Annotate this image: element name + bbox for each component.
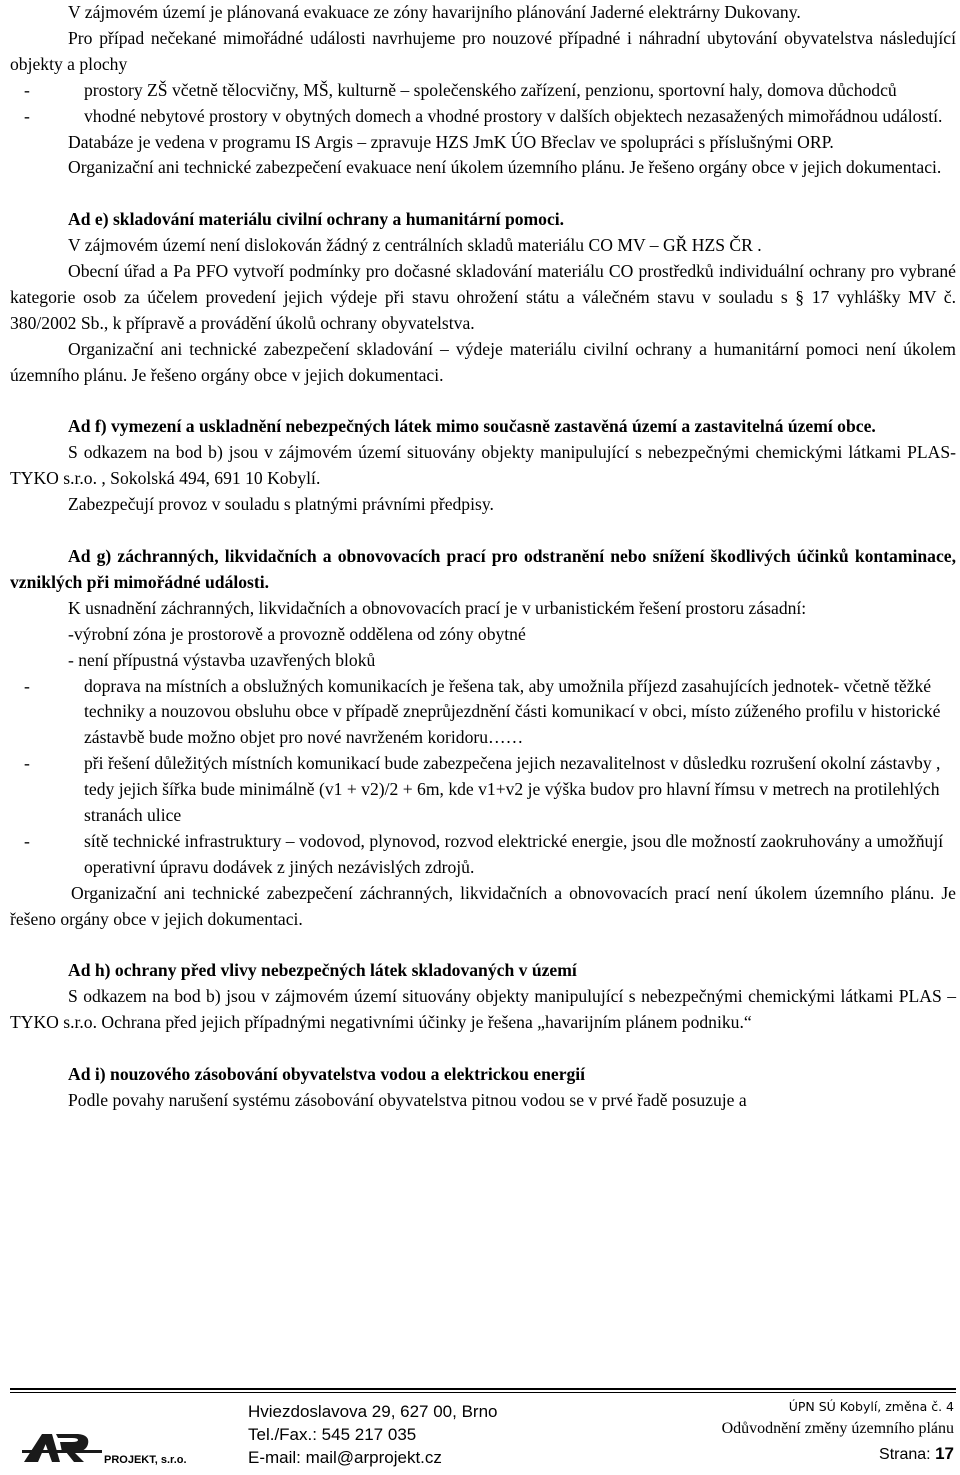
list-item-text: při řešení důležitých místních komunikací bude zabezpečena jejich nezavalitelnost v důsledku rozrušení okolní zástavby , tedy jejich šířka bude minimálně (v1 + v2)/2 + 6m, kde v1+v2 je výška budov pro hlavní římsu v metrech na protilehlých stranách ulice <box>84 753 941 826</box>
list-item-text: vhodné nebytové prostory v obytných domech a vhodné prostory v dalších objektech nezasažených mimořádnou událostí. <box>84 105 943 126</box>
paragraph: S odkazem na bod b) jsou v zájmovém území situovány objekty manipulující s nebezpečnými chemickými látkami PLAS-TYKO s.r.o. , Sokolská 494, 691 10 Kobylí. <box>10 442 956 489</box>
section-heading-f: Ad f) vymezení a uskladnění nebezpečných látek mimo současně zastavěná území a zastavitelná území obce. <box>68 416 876 437</box>
paragraph: V zájmovém území není dislokován žádný z centrálních skladů materiálu CO MV – GŘ HZS ČR . <box>68 235 762 256</box>
email: E-mail: mail@arprojekt.cz <box>248 1448 442 1467</box>
phone: Tel./Fax.: 545 217 035 <box>248 1425 417 1444</box>
list-item-text: doprava na místních a obslužných komunikacích je řešena tak, aby umožnila příjezd zasahujících jednotek- včetně těžké techniky a nouzovou obsluhu obce v případě zneprůjezdnění části komunikací v obci, místo zúženého profilu v historické zástavbě bude možno objet pro nové navrženém koridoru…… <box>84 675 941 748</box>
list-item-text: prostory ZŠ včetně tělocvičny, MŠ, kulturně – společenského zařízení, penzionu, sportovní haly, domova důchodců <box>84 79 897 100</box>
section-heading-e: Ad e) skladování materiálu civilní ochrany a humanitární pomoci. <box>68 209 565 230</box>
footer-rule <box>10 1388 956 1390</box>
section-heading-i: Ad i) nouzového zásobování obyvatelstva vodou a elektrickou energií <box>68 1064 586 1085</box>
page-label: Strana: <box>879 1446 931 1463</box>
paragraph: Podle povahy narušení systému zásobování obyvatelstva pitnou vodou se v prvé řadě posuzuje a <box>68 1089 747 1110</box>
address: Hviezdoslavova 29, 627 00, Brno <box>248 1402 498 1421</box>
list-item: - doprava na místních a obslužných komunikacích je řešena tak, aby umožnila příjezd zasahujících jednotek- včetně těžké techniky a nouzovou obsluhu obce v případě zneprůjezdnění části komunikací v obci, místo zúženého profilu v historické zástavbě bude možno objet pro nové navrženém koridoru…… <box>10 674 956 752</box>
page-content <box>10 0 956 1114</box>
list-item-text: sítě technické infrastruktury – vodovod, plynovod, rozvod elektrické energie, jsou dle možností zaokruhovány a umožňují operativní úpravu dodávek z jiných nezávislých zdrojů. <box>84 830 944 877</box>
list-item: - vhodné nebytové prostory v obytných domech a vhodné prostory v dalších objektech nezasažených mimořádnou událostí. <box>10 104 956 130</box>
firm-name: PROJEKT, s.r.o. <box>104 1454 187 1466</box>
paragraph: Databáze je vedena v programu IS Argis – zpravuje HZS JmK ÚO Břeclav ve spolupráci s příslušnými ORP. <box>68 131 834 152</box>
paragraph: Organizační ani technické zabezpečení evakuace není úkolem územního plánu. Je řešeno orgány obce v jejich dokumentaci. <box>68 157 942 178</box>
list-item: - sítě technické infrastruktury – vodovod, plynovod, rozvod elektrické energie, jsou dle možností zaokruhovány a umožňují operativní úpravu dodávek z jiných nezávislých zdrojů. <box>10 829 956 881</box>
list-item: - prostory ZŠ včetně tělocvičny, MŠ, kulturně – společenského zařízení, penzionu, sportovní haly, domova důchodců <box>10 78 956 104</box>
paragraph: Organizační ani technické zabezpečení záchranných, likvidačních a obnovovacích prací není úkolem územního plánu. Je řešeno orgány obce v jejich dokumentaci. <box>10 882 956 929</box>
paragraph: K usnadnění záchranných, likvidačních a obnovovacích prací je v urbanistickém řešení prostoru zásadní: <box>68 597 807 618</box>
paragraph: - není přípustná výstavba uzavřených bloků <box>68 649 376 670</box>
paragraph: Obecní úřad a Pa PFO vytvoří podmínky pro dočasné skladování materiálu CO prostředků individuální ochrany pro vybrané kategorie osob za účelem provedení jejich výdeje při stavu ohrožení státu a válečném stavu v souladu s § 17 vyhlášky MV č. 380/2002 Sb., k přípravě a provádění úkolů ochrany obyvatelstva. <box>10 261 956 333</box>
doc-title: ÚPN SÚ Kobylí, změna č. 4 <box>788 1399 954 1414</box>
doc-subtitle: Odůvodnění změny územního plánu <box>721 1420 954 1437</box>
footer-doc-info <box>722 1398 954 1467</box>
footer-rule <box>10 1392 956 1393</box>
paragraph: S odkazem na bod b) jsou v zájmovém území situovány objekty manipulující s nebezpečnými chemickými látkami PLAS – TYKO s.r.o. Ochrana před jejich případnými negativními účinky je řešena „havarijním plánem podniku.“ <box>10 986 956 1033</box>
page-number <box>722 1441 954 1467</box>
page-number-value: 17 <box>935 1444 954 1463</box>
section-heading-g: Ad g) záchranných, likvidačních a obnovovacích prací pro odstranění nebo snížení škodlivých účinků kontaminace, vzniklých při mimořádné události. <box>10 545 956 592</box>
paragraph: V zájmovém území je plánovaná evakuace ze zóny havarijního plánování Jaderné elektrárny Dukovany. <box>68 2 801 22</box>
paragraph: -výrobní zóna je prostorově a provozně oddělena od zóny obytné <box>68 623 526 644</box>
list-item: - při řešení důležitých místních komunikací bude zabezpečena jejich nezavalitelnost v důsledku rozrušení okolní zástavby , tedy jejich šířka bude minimálně (v1 + v2)/2 + 6m, kde v1+v2 je výška budov pro hlavní římsu v metrech na protilehlých stranách ulice <box>10 751 956 829</box>
paragraph: Organizační ani technické zabezpečení skladování – výdeje materiálu civilní ochrany a humanitární pomoci není úkolem územního plánu. Je řešeno orgány obce v jejich dokumentaci. <box>10 338 956 385</box>
paragraph: Pro případ nečekané mimořádné události navrhujeme pro nouzové případné i náhradní ubytování obyvatelstva následující objekty a plochy <box>10 27 956 74</box>
footer-contact <box>248 1400 498 1469</box>
page-footer <box>10 1388 956 1468</box>
paragraph: Zabezpečují provoz v souladu s platnými právními předpisy. <box>68 494 494 515</box>
section-heading-h: Ad h) ochrany před vlivy nebezpečných látek skladovaných v území <box>68 960 577 981</box>
